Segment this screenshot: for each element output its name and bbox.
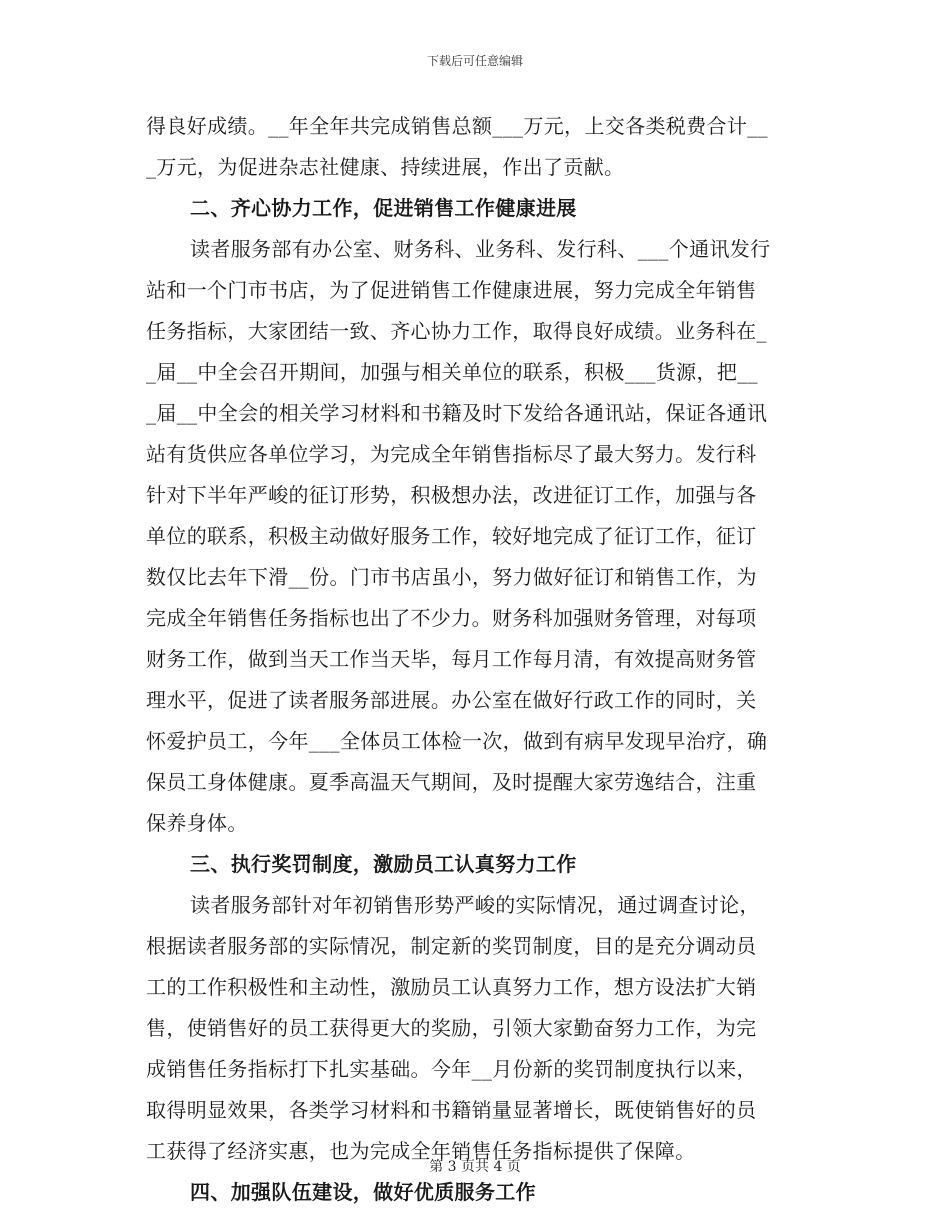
section-heading: 三、执行奖罚制度，激励员工认真努力工作 xyxy=(190,852,577,876)
text-line: 任务指标，大家团结一致、齐心协力工作，取得良好成绩。业务科在_ xyxy=(146,319,767,343)
text-line: 得良好成绩。__年全年共完成销售总额___万元，上交各类税费合计__ xyxy=(146,114,768,138)
text-line: _万元，为促进杂志社健康、持续进展，作出了贡献。 xyxy=(146,155,625,179)
section-heading: 二、齐心协力工作，促进销售工作健康进展 xyxy=(190,196,577,220)
text-line: 工的工作积极性和主动性，激励员工认真努力工作，想方设法扩大销 xyxy=(146,975,757,999)
paragraph-first-line: 读者服务部有办公室、财务科、业务科、发行科、___个通讯发行 xyxy=(190,237,771,261)
document-body xyxy=(146,106,806,1213)
text-line: _届__中全会的相关学习材料和书籍及时下发给各通讯站，保证各通讯 xyxy=(146,401,768,425)
page-header: 下载后可任意编辑 xyxy=(426,54,523,68)
paragraph-first-line: 读者服务部针对年初销售形势严峻的实际情况，通过调查讨论， xyxy=(190,893,760,917)
text-line: 完成全年销售任务指标也出了不少力。财务科加强财务管理，对每项 xyxy=(146,606,757,630)
text-line: 单位的联系，积极主动做好服务工作，较好地完成了征订工作，征订 xyxy=(146,524,757,548)
section-heading: 四、加强队伍建设，做好优质服务工作 xyxy=(190,1180,536,1204)
text-line: 成销售任务指标打下扎实基础。今年__月份新的奖罚制度执行以来， xyxy=(146,1057,757,1081)
text-line: 站和一个门市书店，为了促进销售工作健康进展，努力完成全年销售 xyxy=(146,278,757,302)
text-line: 工获得了经济实惠，也为完成全年销售任务指标提供了保障。 xyxy=(146,1139,696,1163)
text-line: 售，使销售好的员工获得更大的奖励，引领大家勤奋努力工作，为完 xyxy=(146,1016,757,1040)
text-line: 理水平，促进了读者服务部进展。办公室在做好行政工作的同时，关 xyxy=(146,688,757,712)
text-line: 站有货供应各单位学习，为完成全年销售指标尽了最大努力。发行科 xyxy=(146,442,757,466)
text-line: 数仅比去年下滑__份。门市书店虽小，努力做好征订和销售工作，为 xyxy=(146,565,757,589)
text-line: 怀爱护员工，今年___全体员工体检一次，做到有病早发现早治疗，确 xyxy=(146,729,768,753)
text-line: 财务工作，做到当天工作当天毕，每月工作每月清，有效提高财务管 xyxy=(146,647,757,671)
text-line: 根据读者服务部的实际情况，制定新的奖罚制度，目的是充分调动员 xyxy=(146,934,757,958)
text-line: 取得明显效果，各类学习材料和书籍销量显著增长，既使销售好的员 xyxy=(146,1098,757,1122)
text-line: 保养身体。 xyxy=(146,811,248,835)
page-footer: 第 3 页共 4 页 xyxy=(429,1159,521,1175)
text-line: 保员工身体健康。夏季高温天气期间，及时提醒大家劳逸结合，注重 xyxy=(146,770,757,794)
text-line: 针对下半年严峻的征订形势，积极想办法，改进征订工作，加强与各 xyxy=(146,483,757,507)
text-line: _届__中全会召开期间，加强与相关单位的联系，积极___货源，把__ xyxy=(146,360,758,384)
